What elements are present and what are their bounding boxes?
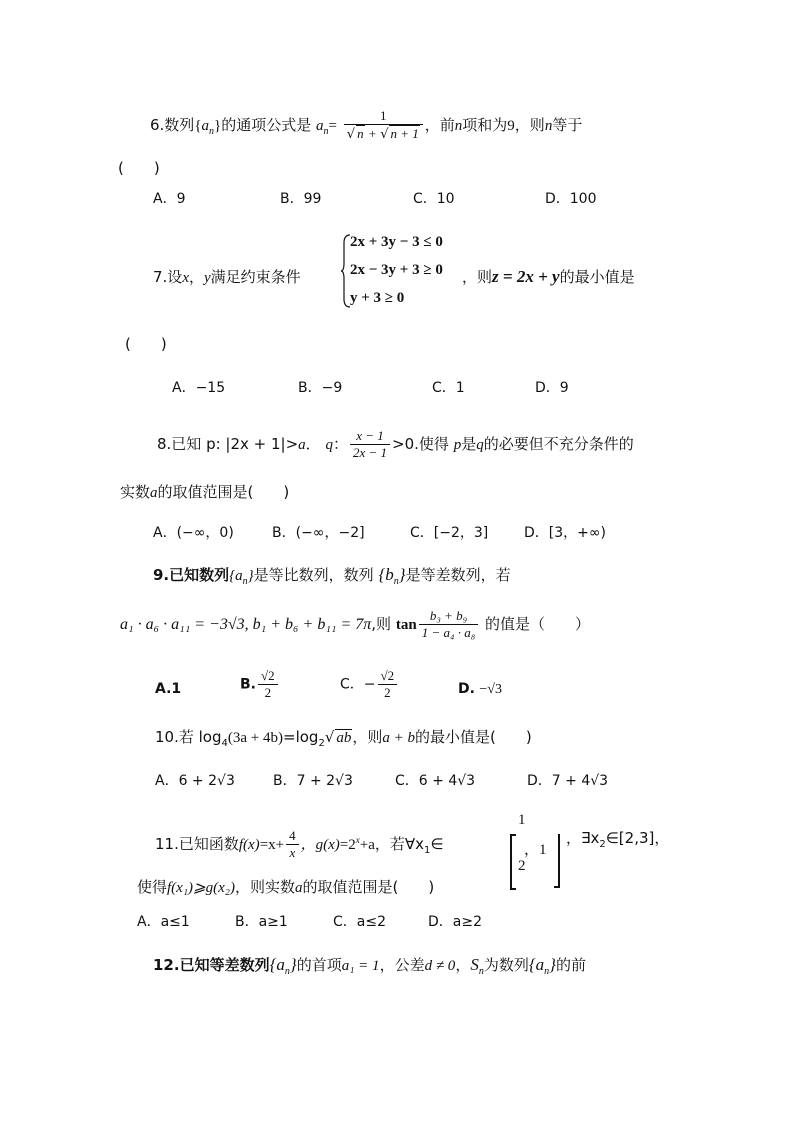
q7-option-a: A．−15 (172, 380, 226, 396)
q11-line-2: 使得f(x₁)⩾g(x₂)，则实数a的取值范围是( ) (137, 878, 435, 896)
q7-option-d: D．9 (535, 380, 569, 396)
q9-line-2: a₁ · a₆ · a₁₁ = −3√3, b₁ + b₆ + b₁₁ = 7π,则 tan $\frac{\text{b₃ + b₉}}{\text{1 − a₄ · a₈}}$ 的值是（ ） (120, 608, 591, 640)
q8-line-1: 8.已知 p: |2x + 1|>a． q： $\frac{x - 1}{2x - 1}$ >0.使得 p是q的必要但不充分条件的 (157, 428, 634, 460)
q6-prefix: 6.数列 (150, 116, 195, 134)
q7-paren: ( ) (125, 335, 167, 353)
q11-option-d: D．a≥2 (428, 914, 482, 930)
q10-option-d: D．7 + 4√3 (527, 773, 609, 789)
q12-line: 12.已知等差数列$\{a_n\}$的首项a₁ = 1，公差d ≠ 0，$S_n$为数列$\{a_n\}$的前 (153, 955, 586, 977)
q9-option-d: D. −√3 (458, 681, 502, 697)
q11-option-a: A．a≤1 (137, 914, 190, 930)
q7-tail: ，则z = 2x + y的最小值是 (462, 267, 635, 286)
q6-option-c: C．10 (413, 191, 455, 207)
q7-line: 7.设x，y满足约束条件 (153, 268, 301, 286)
q7-constraint-1: 2x + 3y − 3 ≤ 0 (350, 234, 443, 250)
q8-option-a: A．(−∞，0) (153, 525, 234, 541)
q6-option-d: D．100 (545, 191, 597, 207)
q9-option-a: A.1 (155, 681, 182, 697)
q8-option-b: B．(−∞，−2] (272, 525, 365, 541)
q9-option-c: C．− $\frac{√2}{2}$ (340, 668, 399, 701)
q8-fraction: $\frac{x - 1}{2x - 1}$ (350, 428, 390, 461)
q6-line: 6.数列$\{a_n\}$的通项公式是 $a_n=$ $\frac{1}{√ n + √ n + 1}$ ，前n项和为9，则n等于 (150, 108, 583, 142)
q10-option-c: C．6 + 4√3 (395, 773, 476, 789)
q6-fraction: $\frac{1}{√ n + √ n + 1}$ (344, 108, 423, 143)
q8-option-d: D．[3，+∞) (524, 525, 607, 541)
q10-line: 10.若 $\log_4(3a + 4b)=\log_2√$ ab，则a + b的最小值是( ) (155, 728, 532, 749)
q6-paren: ( ) (118, 159, 160, 177)
q6-option-b: B．99 (280, 191, 322, 207)
q11-option-b: B．a≥1 (235, 914, 288, 930)
q7-constraint-2: 2x − 3y + 3 ≥ 0 (350, 262, 443, 278)
q7-constraint-3: y + 3 ≥ 0 (350, 290, 405, 306)
q10-option-b: B．7 + 2√3 (273, 773, 353, 789)
q11-option-c: C．a≤2 (333, 914, 386, 930)
q9-line-1: 9.已知数列$\{a_n\}$是等比数列，数列 $\{b_n\}$是等差数列，若 (153, 565, 511, 587)
q11-interval: 1 2 ，1 (510, 810, 558, 886)
q8-line-2: 实数a的取值范围是( ) (120, 483, 290, 501)
q11-exists: ，$\exists x_2\in[2,3]$， (566, 829, 670, 850)
q9-option-b: B. $\frac{√2}{2}$ (240, 668, 280, 701)
q10-option-a: A．6 + 2√3 (155, 773, 235, 789)
q6-option-a: A．9 (153, 191, 186, 207)
q9-fraction: $\frac{\text{b₃ + b₉}}{\text{1 − a₄ · a₈}}$ (419, 608, 479, 641)
q11-line-1: 11.已知函数f(x)=x+ $\frac{4}{x}$ ，$g(x)=2^x+a$，若$\forall x_1\in$ (155, 828, 444, 860)
q8-option-c: C．[−2，3] (410, 525, 489, 541)
q7-option-b: B．−9 (298, 380, 343, 396)
q7-option-c: C．1 (432, 380, 465, 396)
